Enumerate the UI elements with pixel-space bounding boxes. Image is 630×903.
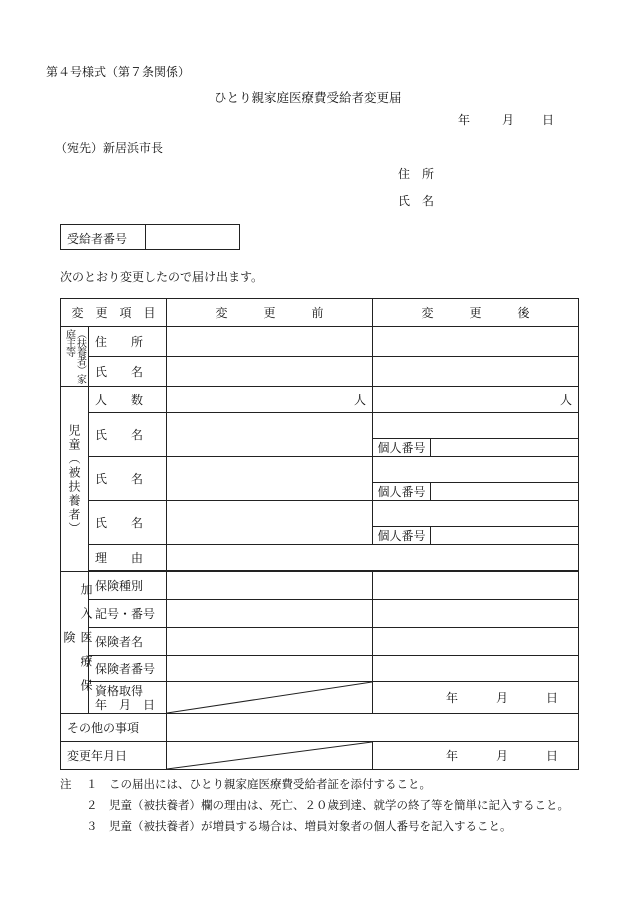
children-reason-field[interactable] [167,545,579,571]
child2-name-label: 氏 名 [89,457,167,501]
household-name-after[interactable] [373,357,579,387]
acquisition-label-line2: 年 月 日 [95,697,156,712]
children-group-label: 児童（被扶養者） [67,424,81,536]
notes-label: 注 [60,777,72,791]
chg-day: 日 [546,749,559,763]
insurance-symbol-label: 記号・番号 [89,600,167,628]
note-3: ３ 児童（被扶養者）が増員する場合は、増員対象者の個人番号を記入すること。 [86,819,512,833]
insurer-number-after[interactable] [373,656,579,682]
change-date-field[interactable] [373,742,579,770]
head-after: 変 更 後 [373,299,579,327]
insurer-number-label: 保険者番号 [89,656,167,682]
acquisition-date-label [89,682,167,714]
children-count-after[interactable]: 人 [373,387,579,413]
child1-after[interactable] [373,413,579,439]
acq-month: 月 [496,691,509,705]
household-address-label: 住 所 [89,327,167,357]
insurance-type-after[interactable] [373,572,579,600]
child2-after[interactable] [373,457,579,483]
household-name-label: 氏 名 [89,357,167,387]
insurance-symbol-before[interactable] [167,600,373,628]
insurance-type-label: 保険種別 [89,572,167,600]
applicant-address-label: 住 所 [398,167,435,181]
chg-year: 年 [445,749,458,763]
change-date-before-struck [167,742,373,770]
chg-month: 月 [496,749,509,763]
addressee: （宛先）新居浜市長 [55,141,164,155]
child2-before[interactable] [167,457,373,501]
head-before: 変 更 前 [167,299,373,327]
children-count-before[interactable]: 人 [167,387,373,413]
insurance-group-cell [61,572,93,714]
acq-day: 日 [546,691,559,705]
insurer-name-label: 保険者名 [89,628,167,656]
acquisition-after[interactable] [373,682,579,714]
household-address-after[interactable] [373,327,579,357]
change-table [60,298,579,770]
acquisition-label-line1: 資格取得 [95,683,144,698]
intro-text: 次のとおり変更したので届け出ます。 [60,270,264,284]
date-day: 日 [542,113,555,127]
child3-before[interactable] [167,501,373,545]
children-group-cell [61,387,89,572]
insurer-number-before[interactable] [167,656,373,682]
child2-mynumber-field[interactable] [431,483,579,501]
head-item: 変 更 項 目 [61,299,167,327]
date-year: 年 [458,113,471,127]
insurance-symbol-after[interactable] [373,600,579,628]
acq-year: 年 [445,691,458,705]
diagonal-strike [167,742,372,769]
child3-mynumber-field[interactable] [431,527,579,545]
children-count-label: 人 数 [89,387,167,413]
household-group-cell [61,327,89,387]
applicant-name-label: 氏 名 [398,194,435,208]
child1-mynumber-field[interactable] [431,439,579,457]
note-1: １ この届出には、ひとり親家庭医療費受給者証を添付すること。 [86,777,431,791]
household-group-label: （扶養者）家庭主等 [63,328,86,383]
change-date-label: 変更年月日 [61,742,167,770]
acquisition-before-struck [167,682,373,714]
children-reason-label: 理 由 [89,545,167,571]
diagonal-strike [167,682,372,713]
recipient-number-field[interactable] [145,224,240,250]
insurer-name-after[interactable] [373,628,579,656]
form-title: ひとり親家庭医療費受給者変更届 [214,90,402,105]
child1-mynumber-label: 個人番号 [373,439,431,457]
child1-name-label: 氏 名 [89,413,167,457]
household-name-before[interactable] [167,357,373,387]
other-field[interactable] [167,714,579,742]
child2-mynumber-label: 個人番号 [373,483,431,501]
note-2: ２ 児童（被扶養者）欄の理由は、死亡、２０歳到達、就学の終了等を簡単に記入すること。 [86,798,569,812]
insurance-group-label: 加入医療保険 [62,582,93,703]
form-number: 第４号様式（第７条関係） [46,65,191,79]
child1-before[interactable] [167,413,373,457]
recipient-number-label-box [60,224,146,250]
other-label: その他の事項 [61,714,167,742]
date-month: 月 [502,113,515,127]
insurance-type-before[interactable] [167,572,373,600]
household-address-before[interactable] [167,327,373,357]
child3-name-label: 氏 名 [89,501,167,545]
recipient-number-label: 受給者番号 [67,232,128,246]
child3-mynumber-label: 個人番号 [373,527,431,545]
child3-after[interactable] [373,501,579,527]
insurer-name-before[interactable] [167,628,373,656]
